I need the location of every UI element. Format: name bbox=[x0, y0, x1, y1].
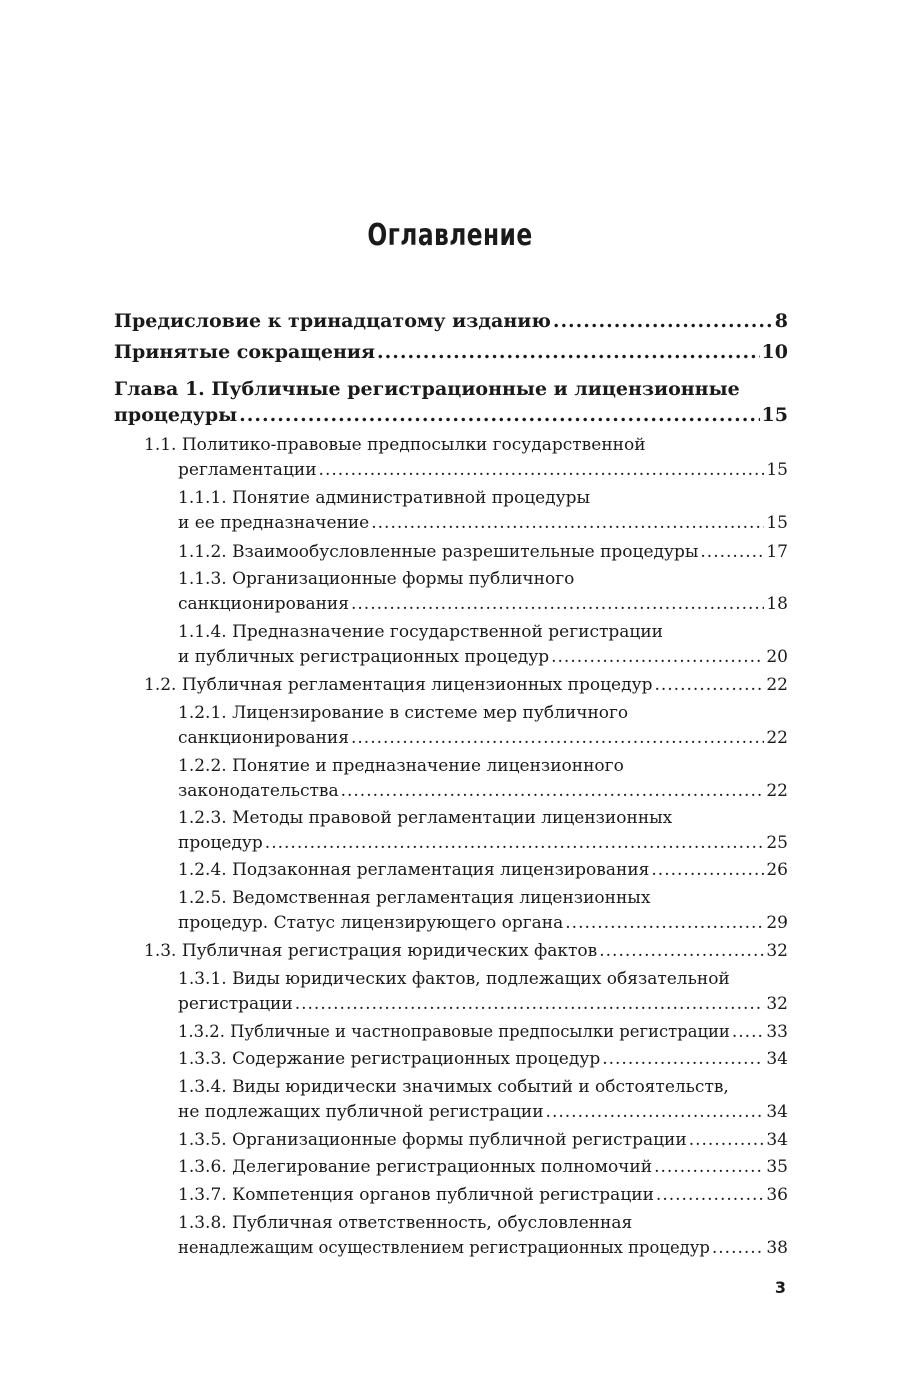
toc-entry-page: 32 bbox=[766, 941, 788, 961]
leader-dots bbox=[599, 939, 764, 963]
toc-entry-title: процедур. Статус лицензирующего органа bbox=[178, 913, 564, 933]
leader-dots bbox=[351, 726, 764, 750]
toc-section-1-1[interactable] bbox=[178, 458, 788, 482]
toc-entry-title: процедур bbox=[178, 833, 263, 853]
toc-subsection-1-2-1-line1[interactable]: 1.2.1. Лицензирование в системе мер публичного bbox=[178, 703, 629, 723]
leader-dots bbox=[565, 911, 764, 935]
leader-dots bbox=[546, 1100, 765, 1124]
toc-entry-page: 29 bbox=[766, 913, 788, 933]
toc-subsection-1-3-1[interactable] bbox=[178, 992, 788, 1016]
toc-subsection-1-1-3-line1[interactable]: 1.1.3. Организационные формы публичного bbox=[178, 569, 575, 589]
toc-subsection-1-2-5[interactable] bbox=[178, 911, 788, 935]
leader-dots bbox=[239, 403, 759, 427]
toc-entry-page: 34 bbox=[766, 1049, 788, 1069]
toc-entry-title: 1.1.2. Взаимообусловленные разрешительные процедуры bbox=[178, 542, 699, 562]
toc-entry-title: 1.3.3. Содержание регистрационных процедур bbox=[178, 1049, 601, 1069]
toc-entry-page: 18 bbox=[766, 594, 788, 614]
toc-entry-title: и публичных регистрационных процедур bbox=[178, 647, 550, 667]
leader-dots bbox=[689, 1128, 765, 1152]
toc-subsection-1-3-1-line1[interactable]: 1.3.1. Виды юридических фактов, подлежащих обязательной bbox=[178, 969, 730, 989]
toc-chapter-1[interactable] bbox=[114, 403, 788, 427]
toc-subsection-1-1-4-line1[interactable]: 1.1.4. Предназначение государственной регистрации bbox=[178, 622, 663, 642]
toc-entry-preface[interactable] bbox=[114, 309, 788, 333]
toc-subsection-1-2-4[interactable] bbox=[178, 858, 788, 882]
toc-subsection-1-1-4[interactable] bbox=[178, 645, 788, 669]
toc-subsection-1-3-2[interactable] bbox=[178, 1020, 788, 1044]
toc-subsection-1-3-6[interactable] bbox=[178, 1155, 788, 1179]
toc-entry-page: 33 bbox=[766, 1022, 788, 1042]
toc-section-1-1-line1[interactable]: 1.1. Политико-правовые предпосылки государственной bbox=[144, 435, 646, 455]
toc-entry-title: Предисловие к тринадцатому изданию bbox=[114, 310, 551, 332]
toc-section-1-2[interactable] bbox=[144, 673, 788, 697]
toc-subsection-1-1-3[interactable] bbox=[178, 592, 788, 616]
toc-subsection-1-2-3-line1[interactable]: 1.2.3. Методы правовой регламентации лицензионных bbox=[178, 808, 673, 828]
toc-entry-page: 20 bbox=[766, 647, 788, 667]
toc-entry-page: 15 bbox=[761, 404, 788, 426]
leader-dots bbox=[551, 645, 764, 669]
leader-dots bbox=[654, 1155, 764, 1179]
toc-subsection-1-3-7[interactable] bbox=[178, 1183, 788, 1207]
toc-subsection-1-3-4-line1[interactable]: 1.3.4. Виды юридически значимых событий и обстоятельств, bbox=[178, 1077, 729, 1097]
toc-subsection-1-1-1-line1[interactable]: 1.1.1. Понятие административной процедуры bbox=[178, 488, 591, 508]
leader-dots bbox=[295, 992, 765, 1016]
toc-entry-page: 32 bbox=[766, 994, 788, 1014]
toc-entry-title: не подлежащих публичной регистрации bbox=[178, 1102, 544, 1122]
toc-entry-title: санкционирования bbox=[178, 728, 349, 748]
toc-subsection-1-1-2[interactable] bbox=[178, 540, 788, 564]
toc-entry-title: ненадлежащим осуществлением регистрационных процедур bbox=[178, 1238, 710, 1257]
toc-entry-page: 22 bbox=[766, 728, 788, 748]
toc-entry-title: 1.3.2. Публичные и частноправовые предпосылки регистрации bbox=[178, 1022, 730, 1041]
leader-dots bbox=[265, 831, 765, 855]
toc-subsection-1-2-2-line1[interactable]: 1.2.2. Понятие и предназначение лицензионного bbox=[178, 756, 624, 776]
toc-chapter-1-line1[interactable]: Глава 1. Публичные регистрационные и лицензионные bbox=[114, 378, 740, 400]
toc-entry-page: 8 bbox=[774, 310, 788, 332]
leader-dots bbox=[732, 1020, 765, 1044]
toc-entry-title: регламентации bbox=[178, 460, 317, 480]
leader-dots bbox=[553, 309, 773, 333]
toc-subsection-1-2-1[interactable] bbox=[178, 726, 788, 750]
toc-entry-page: 17 bbox=[766, 542, 788, 562]
toc-entry-page: 26 bbox=[766, 860, 788, 880]
leader-dots bbox=[651, 858, 764, 882]
toc-subsection-1-3-4[interactable] bbox=[178, 1100, 788, 1124]
toc-subsection-1-2-2[interactable] bbox=[178, 779, 788, 803]
toc-entry-title: Принятые сокращения bbox=[114, 341, 376, 363]
toc-subsection-1-3-8-line1[interactable]: 1.3.8. Публичная ответственность, обусловленная bbox=[178, 1213, 633, 1233]
toc-entry-page: 15 bbox=[766, 460, 788, 480]
leader-dots bbox=[377, 340, 760, 364]
toc-entry-page: 34 bbox=[766, 1130, 788, 1150]
toc-entry-page: 22 bbox=[766, 675, 788, 695]
leader-dots bbox=[700, 540, 764, 564]
toc-entry-title: 1.3.7. Компетенция органов публичной регистрации bbox=[178, 1185, 654, 1205]
toc-entry-page: 15 bbox=[766, 513, 788, 533]
leader-dots bbox=[654, 673, 764, 697]
toc-section-1-3[interactable] bbox=[144, 939, 788, 963]
toc-entry-title: процедуры bbox=[114, 404, 238, 426]
toc-entry-title: 1.3.5. Организационные формы публичной регистрации bbox=[178, 1130, 687, 1150]
toc-subsection-1-2-3[interactable] bbox=[178, 831, 788, 855]
toc-entry-title: 1.2. Публичная регламентация лицензионных процедур bbox=[144, 675, 653, 695]
toc-entry-title: 1.2.4. Подзаконная регламентация лицензирования bbox=[178, 860, 650, 880]
toc-entry-title: и ее предназначение bbox=[178, 513, 370, 533]
toc-entry-page: 36 bbox=[766, 1185, 788, 1205]
toc-entry-page: 35 bbox=[766, 1157, 788, 1177]
toc-subsection-1-1-1[interactable] bbox=[178, 511, 788, 535]
toc-entry-page: 25 bbox=[766, 833, 788, 853]
toc-entry-title: 1.3. Публичная регистрация юридических фактов bbox=[144, 941, 598, 961]
toc-entry-title: законодательства bbox=[178, 781, 339, 801]
leader-dots bbox=[712, 1236, 764, 1260]
toc-subsection-1-3-5[interactable] bbox=[178, 1128, 788, 1152]
toc-entry-title: 1.3.6. Делегирование регистрационных полномочий bbox=[178, 1157, 653, 1177]
leader-dots bbox=[371, 511, 764, 535]
toc-entry-page: 22 bbox=[766, 781, 788, 801]
leader-dots bbox=[602, 1047, 764, 1071]
page-number: 3 bbox=[774, 1278, 786, 1297]
toc-subsection-1-3-3[interactable] bbox=[178, 1047, 788, 1071]
toc-entry-title: санкционирования bbox=[178, 594, 349, 614]
toc-entry-page: 38 bbox=[766, 1238, 788, 1258]
leader-dots bbox=[656, 1183, 764, 1207]
toc-subsection-1-2-5-line1[interactable]: 1.2.5. Ведомственная регламентация лицензионных bbox=[178, 888, 651, 908]
toc-entry-page: 10 bbox=[761, 341, 788, 363]
leader-dots bbox=[341, 779, 765, 803]
leader-dots bbox=[351, 592, 764, 616]
leader-dots bbox=[319, 458, 765, 482]
toc-entry-title: регистрации bbox=[178, 994, 293, 1014]
toc-subsection-1-3-8[interactable] bbox=[178, 1236, 788, 1260]
page-title: Оглавление bbox=[367, 218, 533, 253]
toc-entry-page: 34 bbox=[766, 1102, 788, 1122]
toc-entry-abbreviations[interactable] bbox=[114, 340, 788, 364]
